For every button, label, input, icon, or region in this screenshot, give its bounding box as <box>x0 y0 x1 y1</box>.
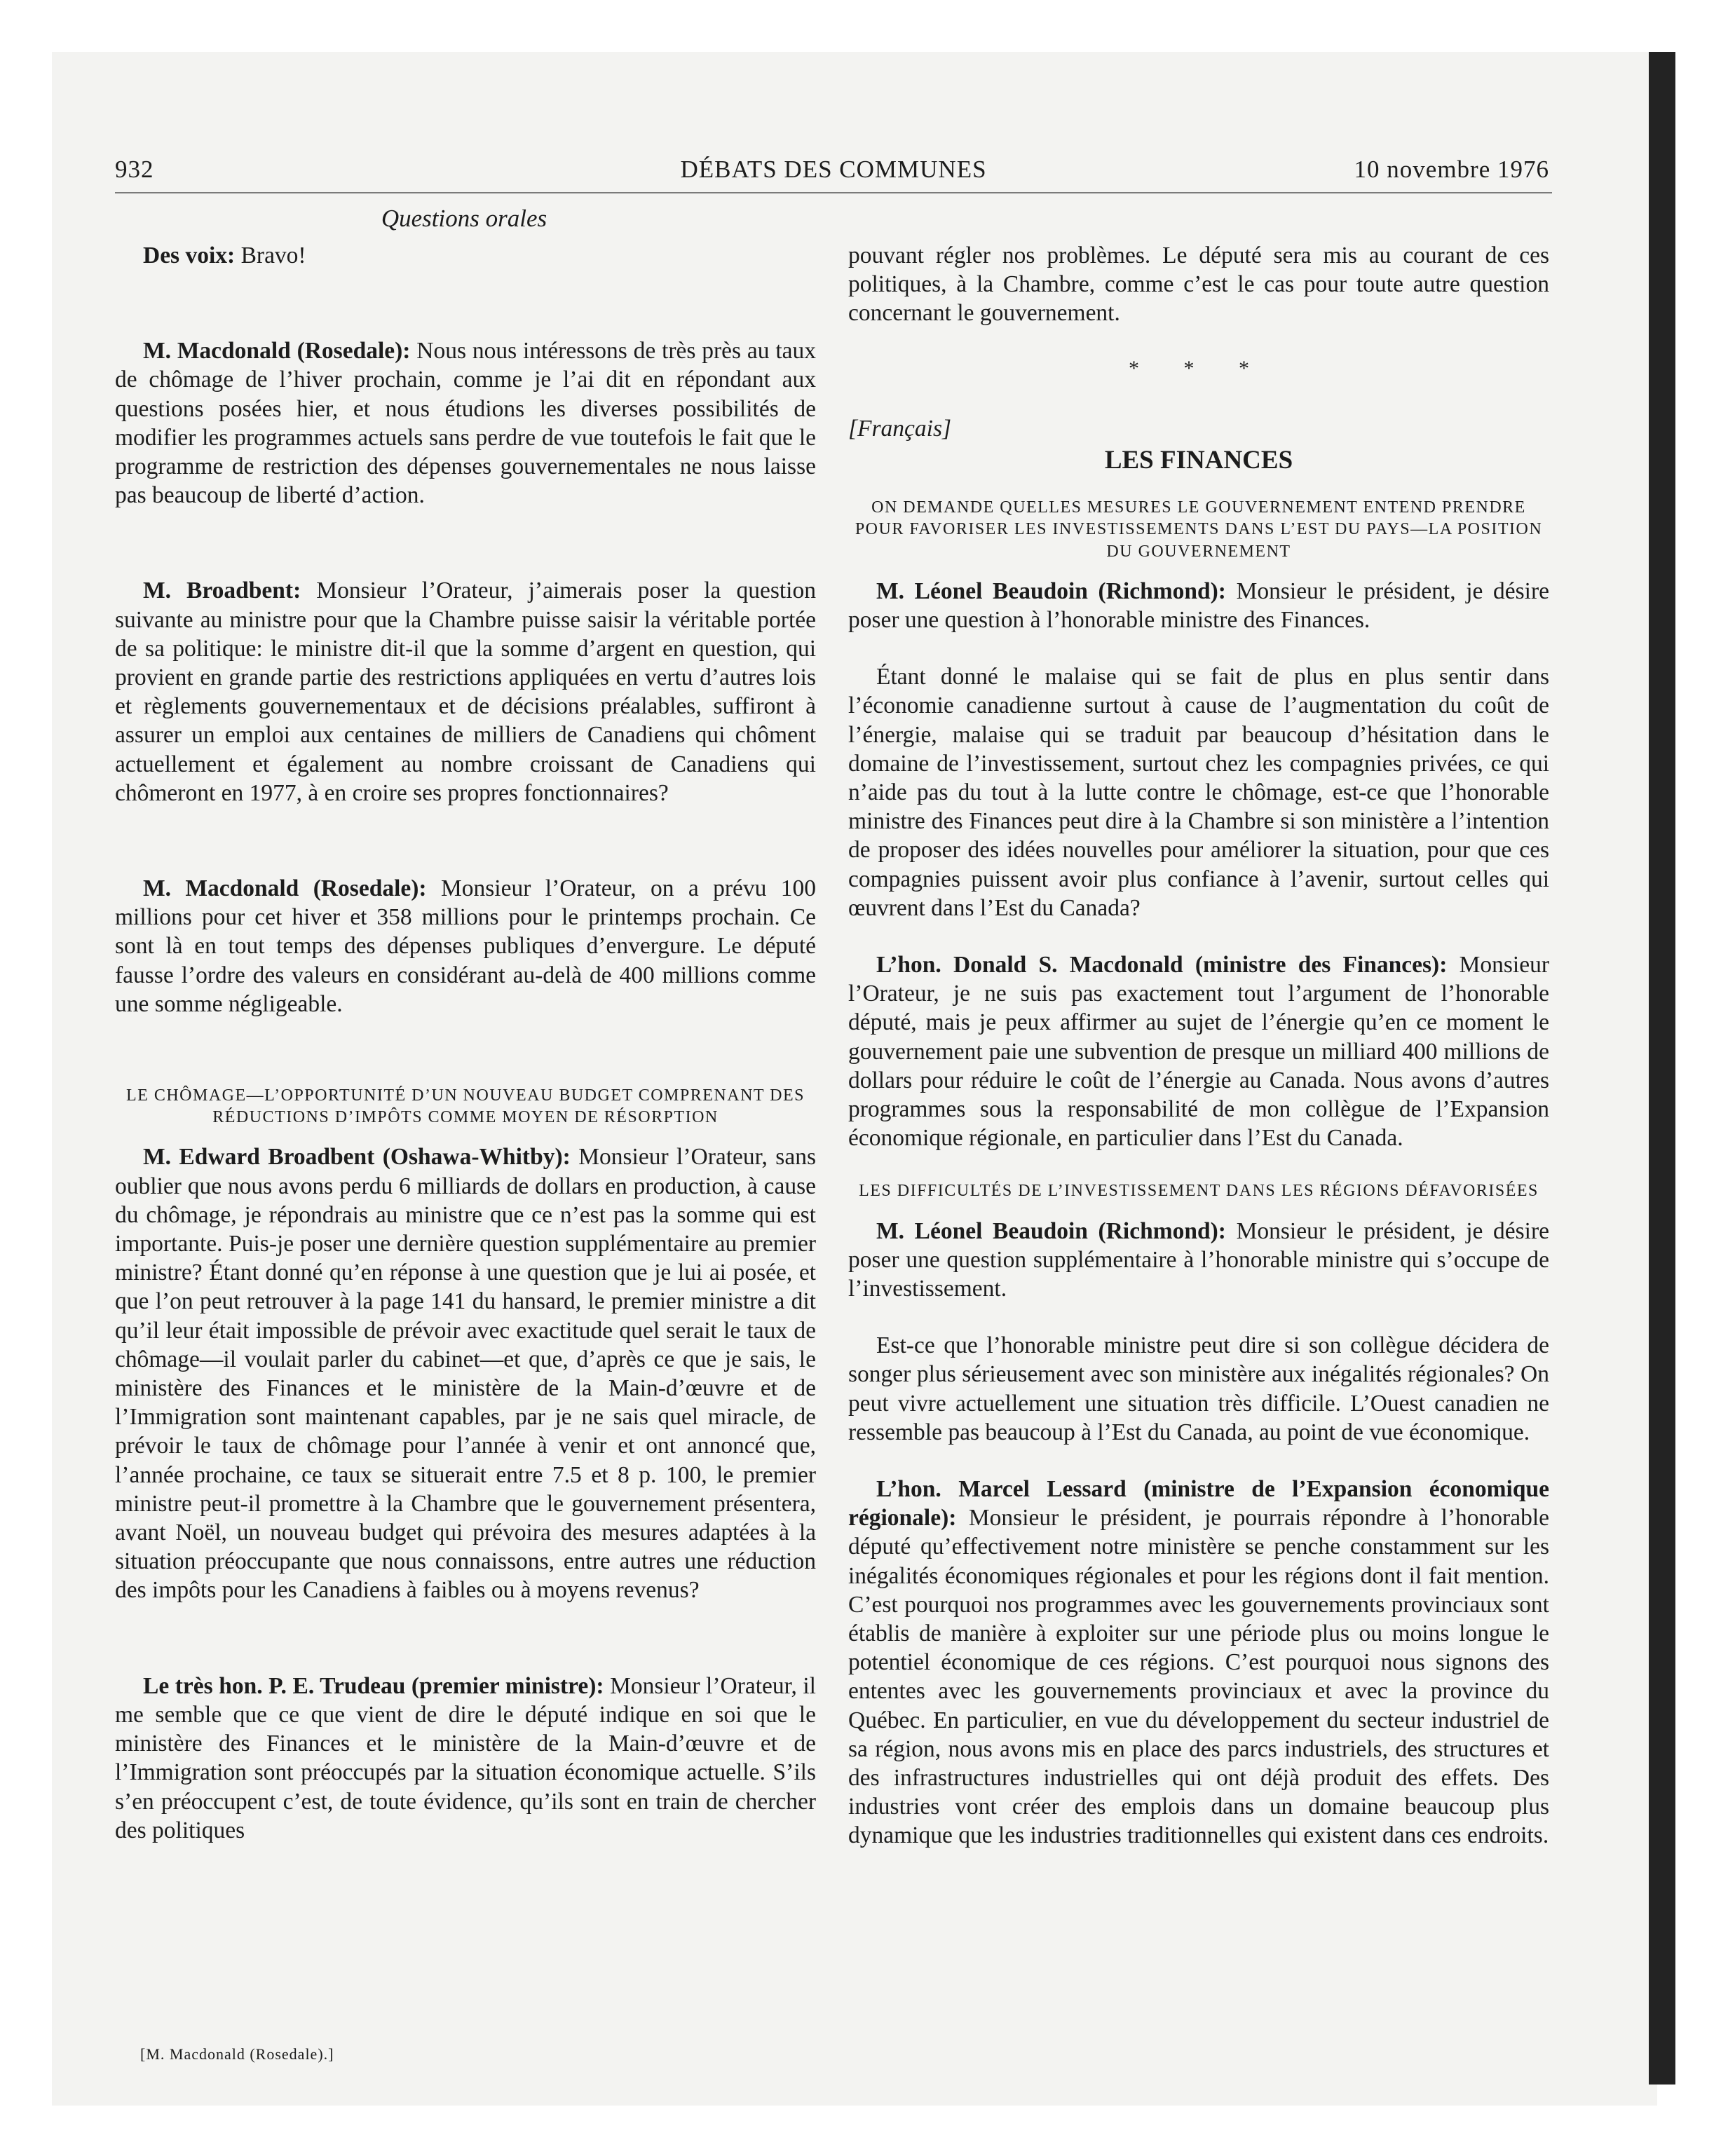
speech-text: pouvant régler nos problèmes. Le député sera mis au courant de ces politiques, à la Chambre, comme c’est le cas pour toute autre question concernant le gouvernement. <box>848 243 1549 327</box>
paragraph <box>115 1142 816 1604</box>
paragraph <box>848 241 1549 328</box>
speech-text: Bravo! <box>240 243 306 268</box>
language-tag: [Français] <box>848 415 952 442</box>
paragraph <box>115 576 816 807</box>
page-header <box>115 150 1552 193</box>
paragraph <box>848 1217 1549 1304</box>
paragraph <box>848 1475 1549 1850</box>
paragraph <box>115 874 816 1018</box>
paragraph <box>115 241 816 270</box>
speech-text: Monsieur l’Orateur, j’aimerais poser la question suivante au ministre pour que la Chambre puisse saisir la véritable portée de sa politique: le ministre dit-il que la somme d’argent en question, qui provient en grande partie des restrictions appliquées en vertu d’autres lois et règlements gouvernementaux et de décisions préalables, suffiront à assurer un emploi aux centaines de milliers de Canadiens qui chôment actuellement et également au nombre croissant de Canadiens qui chômeront en 1977, à en croire ses propres fonctionnaires? <box>115 578 816 806</box>
speech-text: Monsieur l’Orateur, on a prévu 100 millions pour cet hiver et 358 millions pour le printemps prochain. Ce sont là en tout temps des dépenses publiques d’envergure. Le député fausse l’ordre des valeurs en considérant au-delà de 400 millions comme une somme négligeable. <box>115 875 816 1017</box>
speech-text: Monsieur l’Orateur, il me semble que ce que vient de dire le député indique en soi que le ministère des Finances et le ministère de la Main-d’œuvre et de l’Immigration sont préoccupés par la situation économique actuelle. S’ils s’en préoccupent c’est, de toute évidence, qu’ils sont en train de chercher des politiques <box>115 1672 816 1843</box>
speaker-name: M. Léonel Beaudoin (Richmond): <box>876 578 1226 604</box>
section-running-head: Questions orales <box>381 205 547 232</box>
page-number: 932 <box>115 156 154 183</box>
section-separator: * * * <box>1129 356 1269 380</box>
speaker-name: L’hon. Marcel Lessard (ministre de l’Expansion économique régionale): <box>848 1476 1549 1531</box>
speaker-name: Des voix: <box>143 243 236 268</box>
section-heading: ON DEMANDE QUELLES MESURES LE GOUVERNEMENT ENTEND PRENDRE POUR FAVORISER LES INVESTISSEMENTS DANS L’EST DU PAYS—LA POSITION DU GOUVERNEMENT <box>855 498 1543 561</box>
speech-text: Monsieur le président, je désire poser une question à l’honorable ministre des Finances. <box>848 578 1549 633</box>
left-column <box>115 241 816 1873</box>
speaker-name: M. Léonel Beaudoin (Richmond): <box>876 1217 1226 1244</box>
paragraph <box>848 1331 1549 1447</box>
paragraph <box>115 1672 816 1845</box>
section-title: LES FINANCES <box>1104 445 1293 475</box>
paragraph <box>848 662 1549 922</box>
speech-text: Monsieur l’Orateur, sans oublier que nous avons perdu 6 milliards de dollars en production, à cause du chômage, je répondrais au ministre que ce n’est pas la somme qui est importante. Puis-je poser une dernière question supplémentaire au premier ministre? Étant donné qu’en réponse à une question que je lui ai posée, et que l’on peut retrouver à la page 141 du hansard, le premier ministre a dit qu’il leur était impossible de prévoir avec exactitude quel serait le taux de chômage—il voulait parler du cabinet—et que, d’après ce que je sais, le ministère des Finances et le ministère de la Main-d’œuvre et de l’Immigration sont maintenant capables, par je ne sais quel miracle, de prévoir le taux de chômage pour l’année à venir et ont annoncé que, l’année prochaine, ce taux se situerait entre 7.5 et 8 p. 100, le premier ministre peut-il promettre à la Chambre que le gouvernement présentera, avant Noël, un nouveau budget qui prévoira des mesures adaptées à la situation préoccupante que nous connaissons, entre autres une réduction des impôts pour les Canadiens à faibles ou à moyens revenus? <box>115 1144 816 1604</box>
speaker-name: L’hon. Donald S. Macdonald (ministre des Finances): <box>876 952 1448 978</box>
paragraph <box>848 950 1549 1152</box>
publication-date: 10 novembre 1976 <box>1354 156 1549 183</box>
right-column <box>848 241 1549 1878</box>
publication-title: DÉBATS DES COMMUNES <box>680 156 987 183</box>
speaker-name: Le très hon. P. E. Trudeau (premier ministre): <box>143 1672 604 1699</box>
speaker-name: M. Macdonald (Rosedale): <box>143 338 411 364</box>
speech-text: Est-ce que l’honorable ministre peut dire si son collègue décidera de songer plus sérieusement avec son ministère aux inégalités régionales? On peut vivre actuellement une situation très difficile. L’Ouest canadien ne ressemble pas beaucoup à l’Est du Canada, au point de vue économique. <box>848 1332 1549 1445</box>
scan-edge-shadow <box>1649 52 1675 2085</box>
speech-text: Monsieur l’Orateur, je ne suis pas exactement tout l’argument de l’honorable député, mais je peux affirmer au sujet de l’énergie qu’en ce moment le gouvernement paie une subvention de presque un milliard 400 millions de dollars pour réduire le coût de l’énergie au Canada. Nous avons d’autres programmes sous la responsabilité de mon collègue de l’Expansion économique régionale, en particulier dans l’Est du Canada. <box>848 952 1549 1152</box>
paragraph <box>848 577 1549 634</box>
paragraph <box>115 336 816 510</box>
speaker-name: M. Edward Broadbent (Oshawa-Whitby): <box>143 1144 571 1171</box>
section-heading: LES DIFFICULTÉS DE L’INVESTISSEMENT DANS LES RÉGIONS DÉFAVORISÉES <box>859 1182 1539 1201</box>
speech-text: Étant donné le malaise qui se fait de plus en plus sentir dans l’économie canadienne surtout à cause de l’augmentation du coût de l’énergie, malaise qui se traduit par beaucoup d’hésitation dans le domaine de l’investissement, surtout chez les compagnies privées, ce qui n’aide pas du tout à la lutte contre le chômage, est-ce que l’honorable ministre des Finances peut dire à la Chambre si son ministère a l’intention de proposer des idées nouvelles pour améliorer la situation, pour que ces compagnies puissent avoir plus confiance à l’avenir, surtout celles qui œuvrent dans l’Est du Canada? <box>848 664 1549 921</box>
speaker-reference-footer: [M. Macdonald (Rosedale).] <box>140 2045 334 2063</box>
speaker-name: M. Macdonald (Rosedale): <box>143 875 427 902</box>
speech-text: Monsieur le président, je pourrais répondre à l’honorable député qu’effectivement notre ministère se penche constamment sur les inégalités économiques régionales et pour les régions dont il fait mention. C’est pourquoi nos programmes avec les gouvernements provinciaux sont établis de manière à exploiter sur une période plus ou moins longue le potentiel économique de ces régions. C’est pourquoi nous signons des ententes avec les gouvernements provinciaux et avec la province du Québec. En particulier, en vue du développement du secteur industriel de sa région, nous avons mis en place des parcs industriels, des structures et des infrastructures industrielles qui ont déjà produit des effets. Des industries vont créer des emplois dans un domaine beaucoup plus dynamique que les industries traditionnelles qui existent dans ces endroits. <box>848 1505 1550 1849</box>
speech-text: Nous nous intéressons de très près au taux de chômage de l’hiver prochain, comme je l’ai dit en répondant aux questions posées hier, et nous étudions les diverses possibilités de modifier les programmes actuels sans perdre de vue toutefois le fait que le programme de restriction des dépenses gouvernementales ne nous laisse pas beaucoup de liberté d’action. <box>115 338 817 509</box>
section-heading: LE CHÔMAGE—L’OPPORTUNITÉ D’UN NOUVEAU BUDGET COMPRENANT DES RÉDUCTIONS D’IMPÔTS COMME MOYEN DE RÉSORPTION <box>126 1086 805 1127</box>
speaker-name: M. Broadbent: <box>143 578 301 604</box>
speech-text: Monsieur le président, je désire poser une question supplémentaire à l’honorable ministre qui s’occupe de l’investissement. <box>848 1217 1549 1302</box>
